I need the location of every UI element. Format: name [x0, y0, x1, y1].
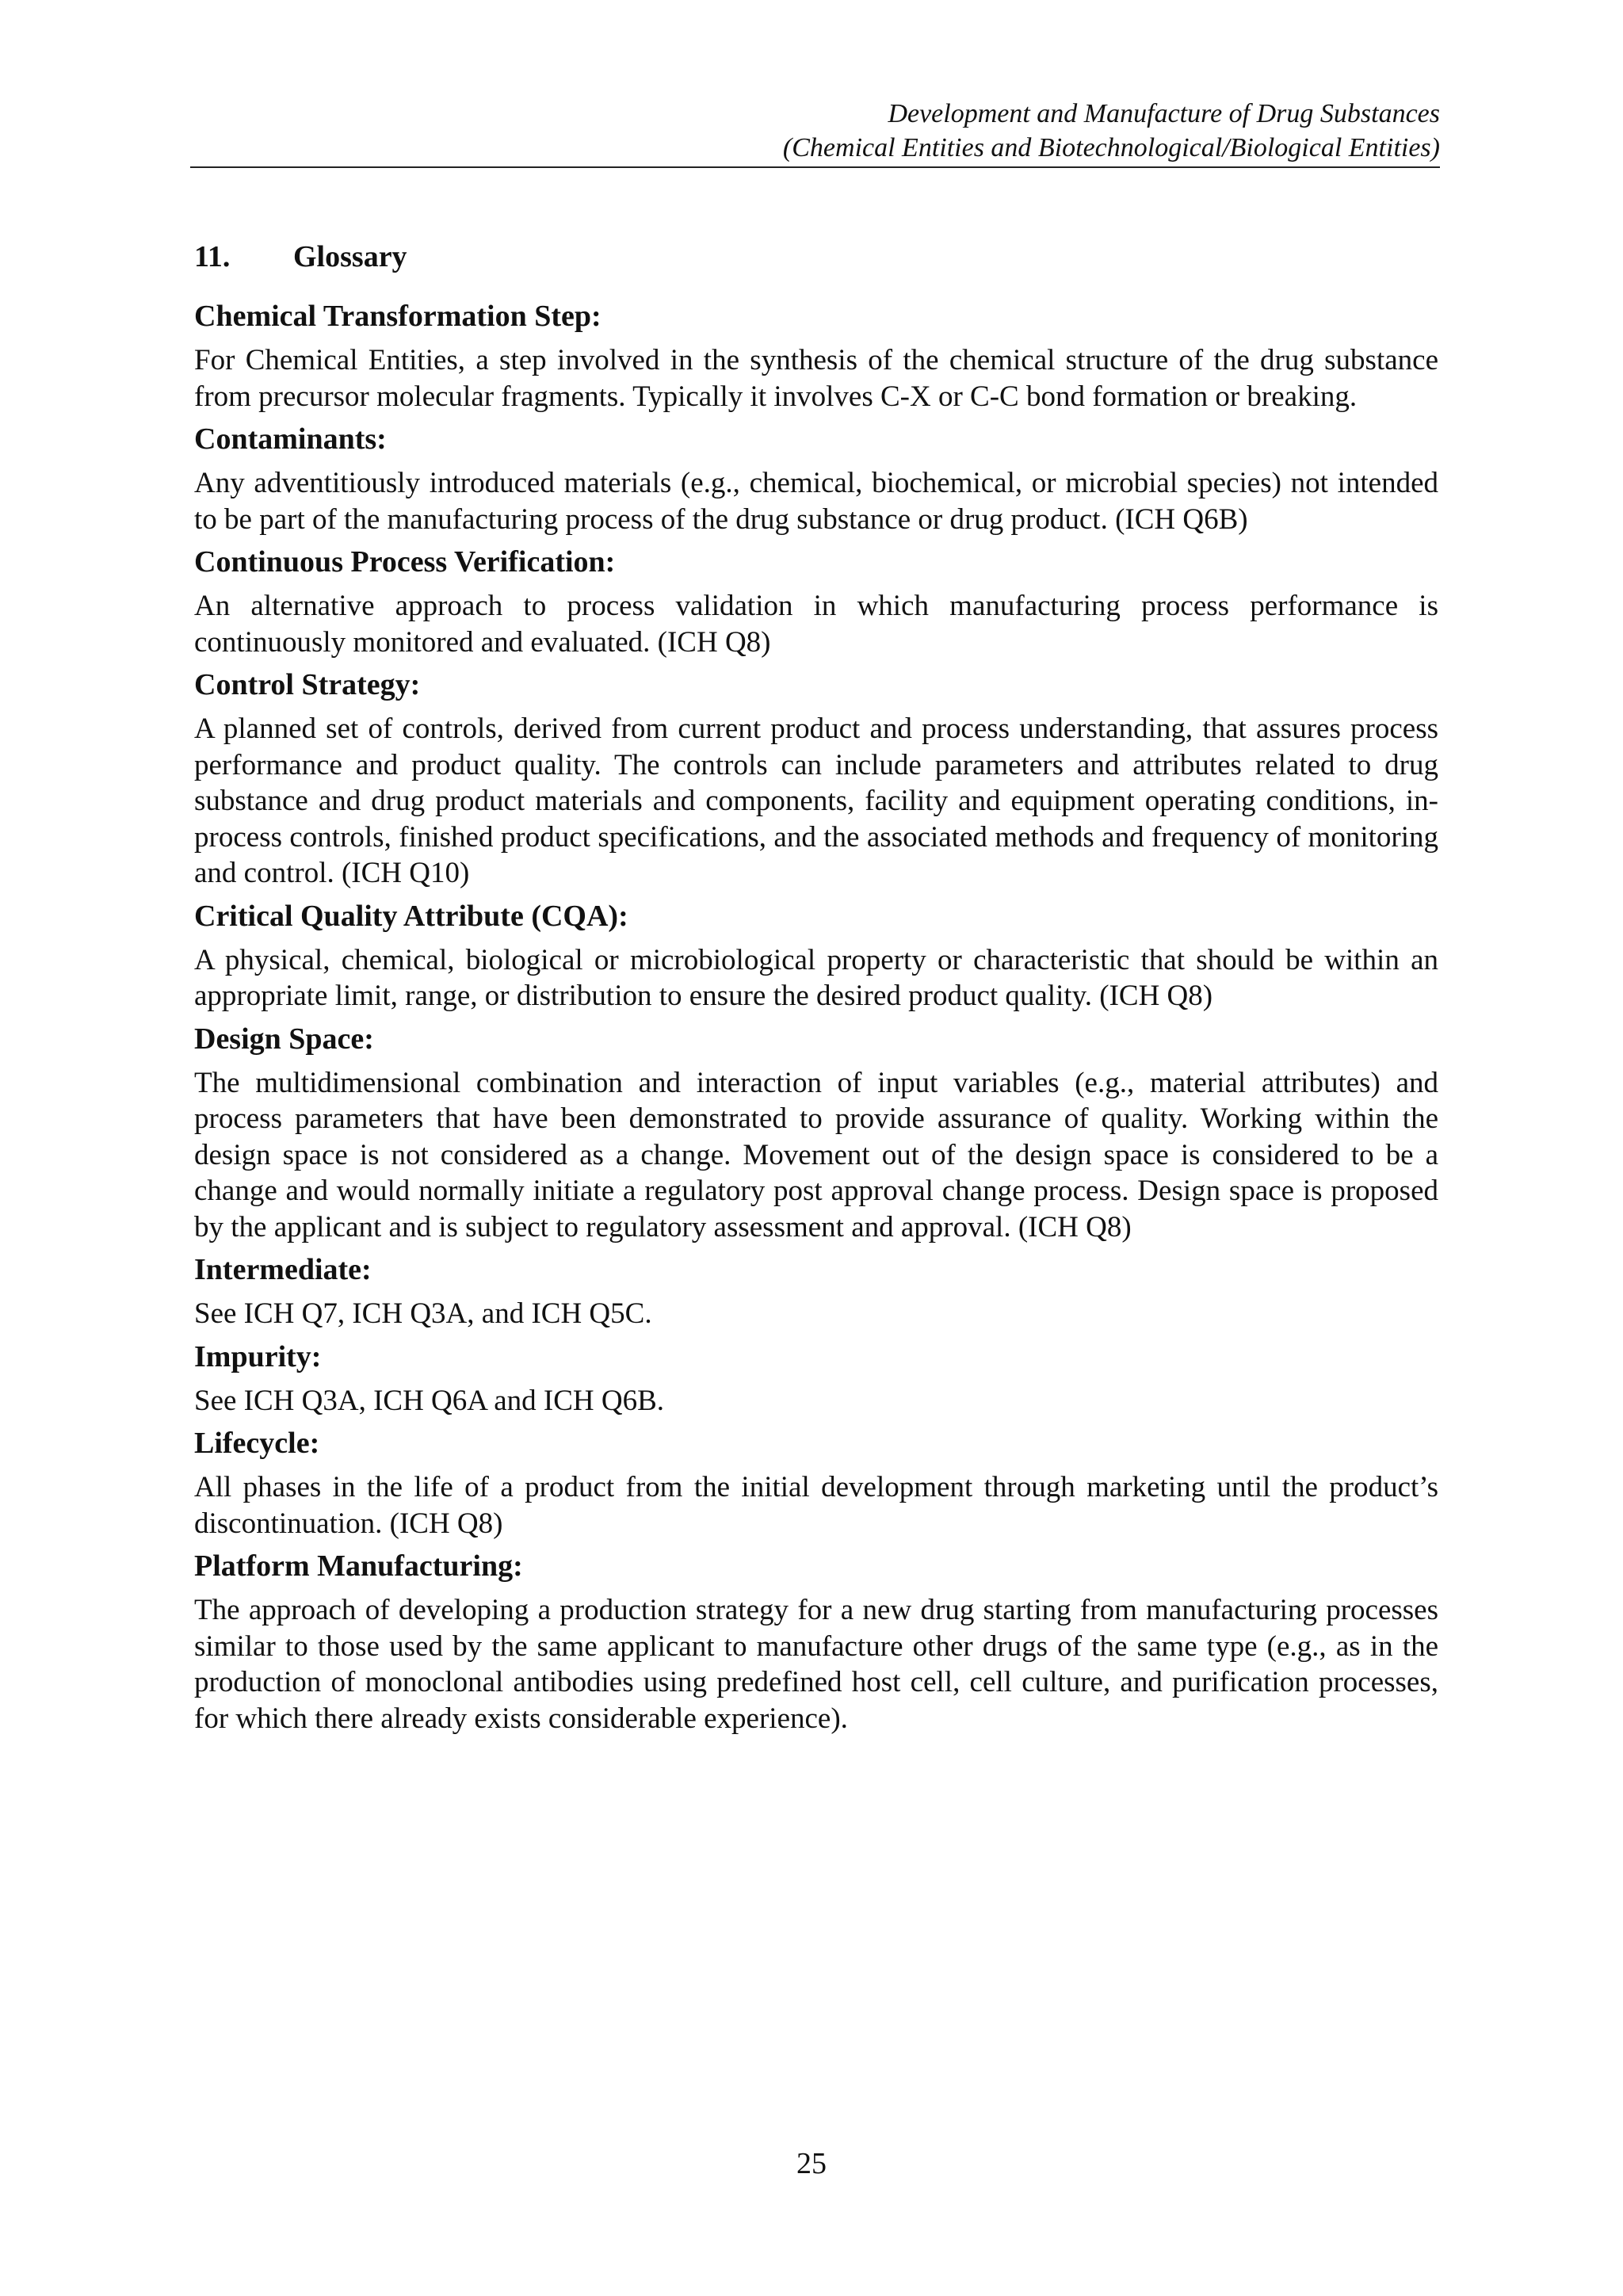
glossary-term: Critical Quality Attribute (CQA):	[194, 899, 628, 933]
glossary-term: Lifecycle:	[194, 1427, 320, 1460]
header-subtitle-line: (Chemical Entities and Biotechnological/Biological Entities)	[782, 133, 1440, 162]
page-number: 25	[796, 2147, 827, 2180]
glossary-entry	[194, 421, 1438, 537]
section-heading	[194, 238, 407, 276]
section-title: Glossary	[293, 240, 407, 273]
glossary-definition: Any adventitiously introduced materials (e.g., chemical, biochemical, or microbial species) not intended to be part of the manufacturing process of the drug substance or drug product. (ICH Q6B)	[194, 467, 1438, 536]
glossary-definition: A planned set of controls, derived from current product and process understanding, that assures process performance and product quality. The controls can include parameters and attributes related to drug substance and drug product materials and components, facility and equipment operating conditions, in-process controls, finished product specifications, and the associated methods and frequency of monitoring and control. (ICH Q10)	[194, 712, 1438, 889]
glossary-entry	[194, 1425, 1438, 1541]
glossary-definition: An alternative approach to process validation in which manufacturing process performance is continuously monitored and evaluated. (ICH Q8)	[194, 590, 1438, 659]
glossary-term: Chemical Transformation Step:	[194, 300, 601, 333]
glossary-entry	[194, 1021, 1438, 1246]
glossary-entry	[194, 298, 1438, 415]
glossary-definition: The multidimensional combination and interaction of input variables (e.g., material attributes) and process parameters that have been demonstrated to provide assurance of quality. Working within the design space is not considered as a change. Movement out of the design space is considered to be a change and would normally initiate a regulatory post approval change process. Design space is proposed by the applicant and is subject to regulatory assessment and approval. (ICH Q8)	[194, 1066, 1438, 1244]
running-header	[190, 97, 1440, 165]
glossary-entry	[194, 544, 1438, 660]
glossary-definition: See ICH Q7, ICH Q3A, and ICH Q5C.	[194, 1297, 652, 1330]
glossary-definition: The approach of developing a production strategy for a new drug starting from manufacturing processes similar to those used by the same applicant to manufacture other drugs of the same type (e.g., as in the production of monoclonal antibodies using predefined host cell, cell culture, and purification processes, for which there already exists considerable experience).	[194, 1594, 1438, 1735]
glossary-term: Intermediate:	[194, 1253, 372, 1286]
glossary-definition: See ICH Q3A, ICH Q6A and ICH Q6B.	[194, 1384, 664, 1417]
glossary-definition: All phases in the life of a product from the initial development through marketing until the product’s discontinuation. (ICH Q8)	[194, 1471, 1438, 1540]
glossary-term: Design Space:	[194, 1022, 374, 1056]
glossary-entry	[194, 667, 1438, 892]
section-number: 11.	[194, 240, 231, 273]
glossary-entry	[194, 1339, 1438, 1419]
glossary-term: Impurity:	[194, 1339, 322, 1373]
header-rule	[190, 166, 1440, 168]
glossary-entry	[194, 1548, 1438, 1736]
glossary-term: Continuous Process Verification:	[194, 545, 616, 579]
glossary-term: Platform Manufacturing:	[194, 1549, 523, 1583]
glossary-term: Control Strategy:	[194, 668, 421, 701]
glossary-entry	[194, 898, 1438, 1014]
glossary-definition: For Chemical Entities, a step involved in the synthesis of the chemical structure of the drug substance from precursor molecular fragments. Typically it involves C-X or C-C bond formation or breaking.	[194, 344, 1438, 413]
header-title-line: Development and Manufacture of Drug Substances	[888, 99, 1440, 128]
glossary-list	[194, 298, 1438, 1743]
glossary-entry	[194, 1251, 1438, 1332]
glossary-term: Contaminants:	[194, 422, 387, 456]
glossary-definition: A physical, chemical, biological or microbiological property or characteristic that should be within an appropriate limit, range, or distribution to ensure the desired product quality. (ICH Q8)	[194, 943, 1438, 1012]
